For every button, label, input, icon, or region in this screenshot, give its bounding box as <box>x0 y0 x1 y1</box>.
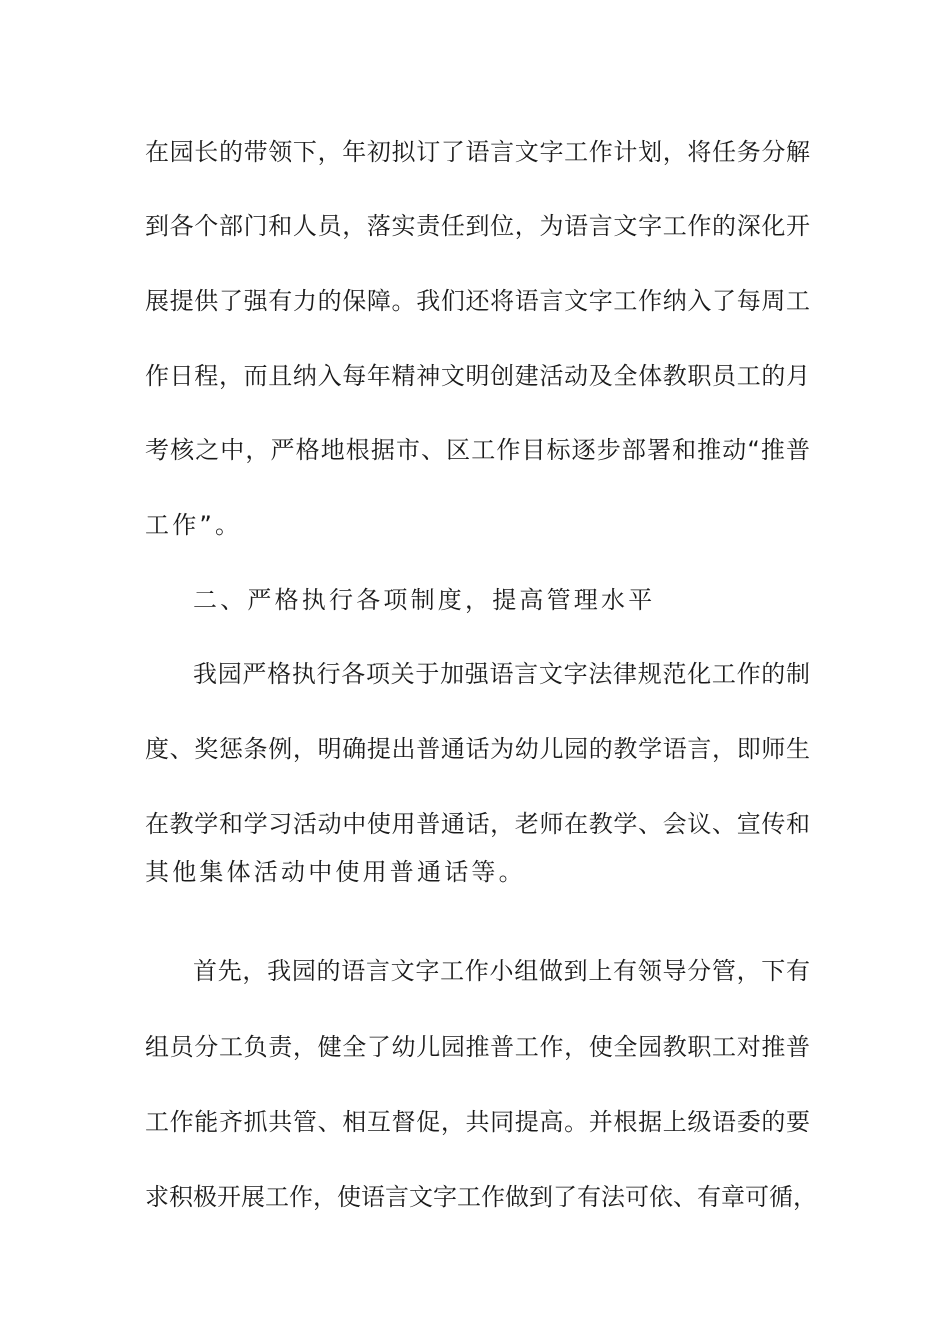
text-line: 组员分工负责，健全了幼儿园推普工作，使全园教职工对推普 <box>145 1033 810 1061</box>
text-line: 考核之中，严格地根据市、区工作目标逐步部署和推动“推普 <box>145 436 810 464</box>
text-line: 在教学和学习活动中使用普通话，老师在教学、会议、宣传和 <box>145 810 810 838</box>
text-line: 在园长的带领下，年初拟订了语言文字工作计划，将任务分解 <box>145 138 810 166</box>
text-line: 展提供了强有力的保障。我们还将语言文字工作纳入了每周工 <box>145 287 810 315</box>
text-line: 度、奖惩条例，明确提出普通话为幼儿园的教学语言，即师生 <box>145 735 810 763</box>
text-line: 其他集体活动中使用普通话等。 <box>145 858 526 886</box>
text-line: 求积极开展工作，使语言文字工作做到了有法可依、有章可循， <box>145 1183 817 1211</box>
text-line: 工作能齐抓共管、相互督促，共同提高。并根据上级语委的要 <box>145 1108 810 1136</box>
text-line: 工作”。 <box>145 511 243 539</box>
section-heading: 二、严格执行各项制度，提高管理水平 <box>193 586 656 614</box>
text-line: 我园严格执行各项关于加强语言文字法律规范化工作的制 <box>193 660 810 688</box>
text-line: 首先，我园的语言文字工作小组做到上有领导分管，下有 <box>193 957 810 985</box>
text-line: 到各个部门和人员，落实责任到位，为语言文字工作的深化开 <box>145 212 810 240</box>
text-line: 作日程，而且纳入每年精神文明创建活动及全体教职员工的月 <box>145 362 810 390</box>
